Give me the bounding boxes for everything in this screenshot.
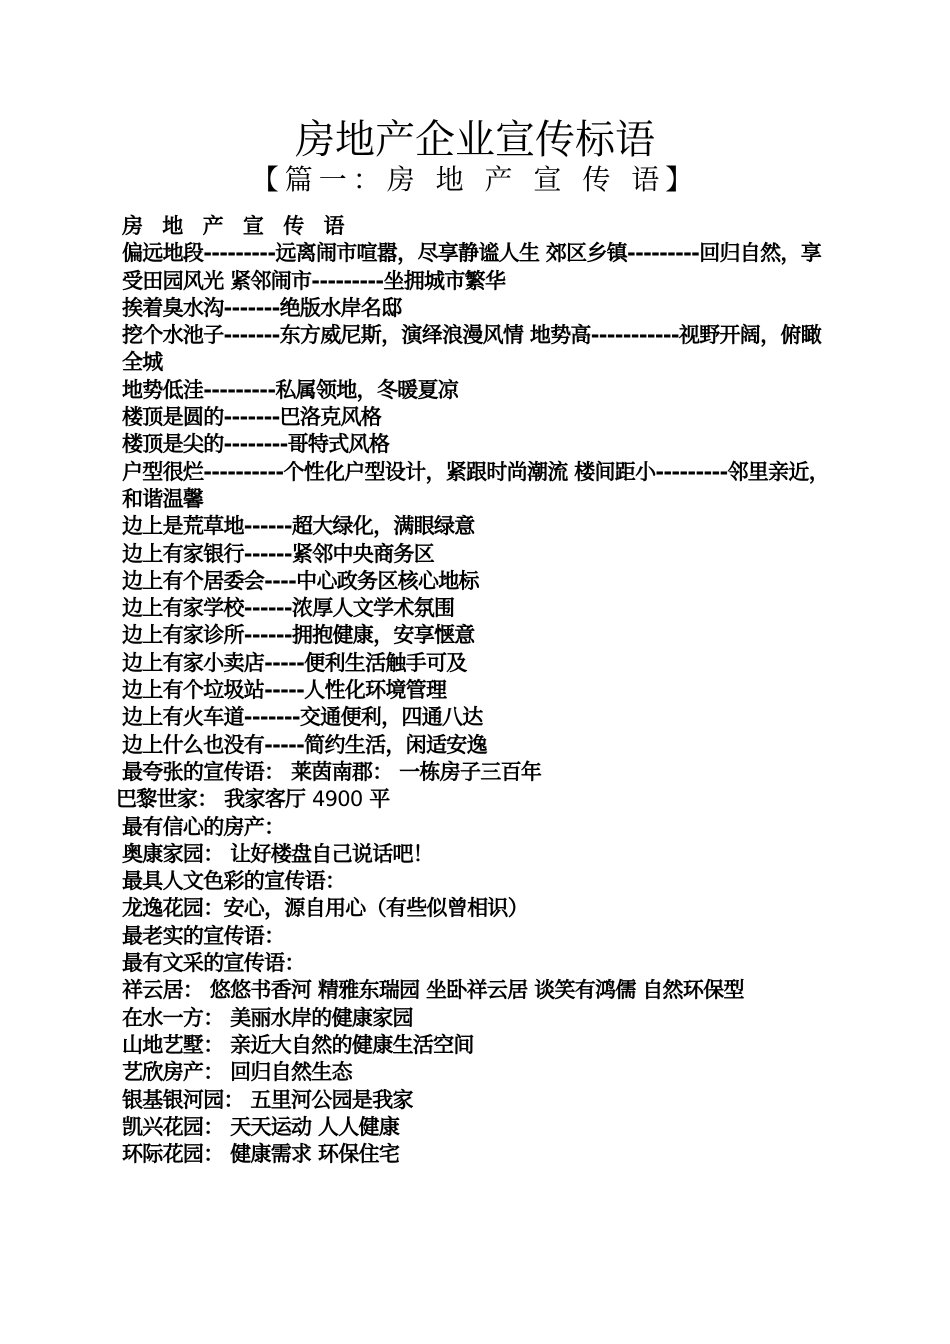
slogan-line: 户型很烂----------个性化户型设计，紧跟时尚潮流 楼间距小---------邻里亲近，和谐温馨 — [122, 459, 830, 511]
slogan-line: 最有信心的房产： — [122, 814, 285, 839]
slogan-line: 边上有个居委会----中心政务区核心地标 — [122, 568, 479, 593]
slogan-line: 挖个水池子-------东方威尼斯，演绎浪漫风情 地势高-----------视野开阔，俯瞰全城 — [122, 323, 821, 375]
slogan-line: 最夸张的宣传语： 莱茵南郡： 一栋房子三百年 — [122, 759, 542, 784]
document-subtitle: 【篇一：房 地 产 宣 传 语】 — [250, 163, 700, 196]
slogan-line: 最老实的宣传语： — [122, 923, 285, 948]
slogan-line: 偏远地段---------远离闹市喧嚣，尽享静谧人生 郊区乡镇---------回归自然，享受田园风光 紧邻闹市---------坐拥城市繁华 — [122, 241, 821, 293]
slogan-line: 楼顶是尖的--------哥特式风格 — [122, 432, 390, 457]
slogan-unit: 平 — [369, 787, 390, 812]
section-heading: 房 地 产 宣 传 语 — [122, 214, 351, 238]
slogan-line: 奥康家园： 让好楼盘自己说话吧！ — [122, 841, 434, 866]
slogan-line: 边上有家银行------紧邻中央商务区 — [122, 541, 434, 566]
slogan-line: 环际花园： 健康需求 环保住宅 — [122, 1142, 400, 1167]
slogan-line: 边上有家小卖店-----便利生活触手可及 — [122, 650, 467, 675]
slogan-number: 4900 — [311, 787, 363, 812]
slogan-line: 地势低洼---------私属领地，冬暖夏凉 — [122, 377, 459, 402]
slogan-line: 边上有火车道-------交通便利，四通八达 — [122, 705, 483, 730]
slogan-line: 楼顶是圆的-------巴洛克风格 — [122, 405, 382, 430]
slogan-line — [116, 786, 832, 813]
document-body — [116, 213, 832, 1168]
slogan-line: 挨着臭水沟-------绝版水岸名邸 — [122, 295, 402, 320]
document-title: 房地产企业宣传标语 — [295, 117, 655, 163]
slogan-line: 边上有家诊所------拥抱健康，安享惬意 — [122, 623, 475, 648]
slogan-line: 最有文采的宣传语： — [122, 951, 305, 976]
slogan-text: 巴黎世家： 我家客厅 — [116, 787, 306, 812]
slogan-line: 边上是荒草地------超大绿化，满眼绿意 — [122, 514, 475, 539]
slogan-line: 龙逸花园：安心，源自用心（有些似曾相识） — [122, 896, 528, 921]
slogan-line: 艺欣房产： 回归自然生态 — [122, 1060, 352, 1085]
slogan-line: 边上有个垃圾站-----人性化环境管理 — [122, 678, 447, 703]
slogan-line: 凯兴花园： 天天运动 人人健康 — [122, 1114, 400, 1139]
slogan-line: 边上什么也没有-----简约生活，闲适安逸 — [122, 732, 487, 757]
slogan-line: 在水一方： 美丽水岸的健康家园 — [122, 1005, 413, 1030]
slogan-line: 边上有家学校------浓厚人文学术氛围 — [122, 596, 455, 621]
slogan-line: 银基银河园： 五里河公园是我家 — [122, 1087, 413, 1112]
slogan-line: 山地艺墅： 亲近大自然的健康生活空间 — [122, 1032, 474, 1057]
slogan-line: 祥云居： 悠悠书香河 精雅东瑞园 坐卧祥云居 谈笑有鸿儒 自然环保型 — [122, 978, 744, 1003]
slogan-line: 最具人文色彩的宣传语： — [122, 869, 346, 894]
